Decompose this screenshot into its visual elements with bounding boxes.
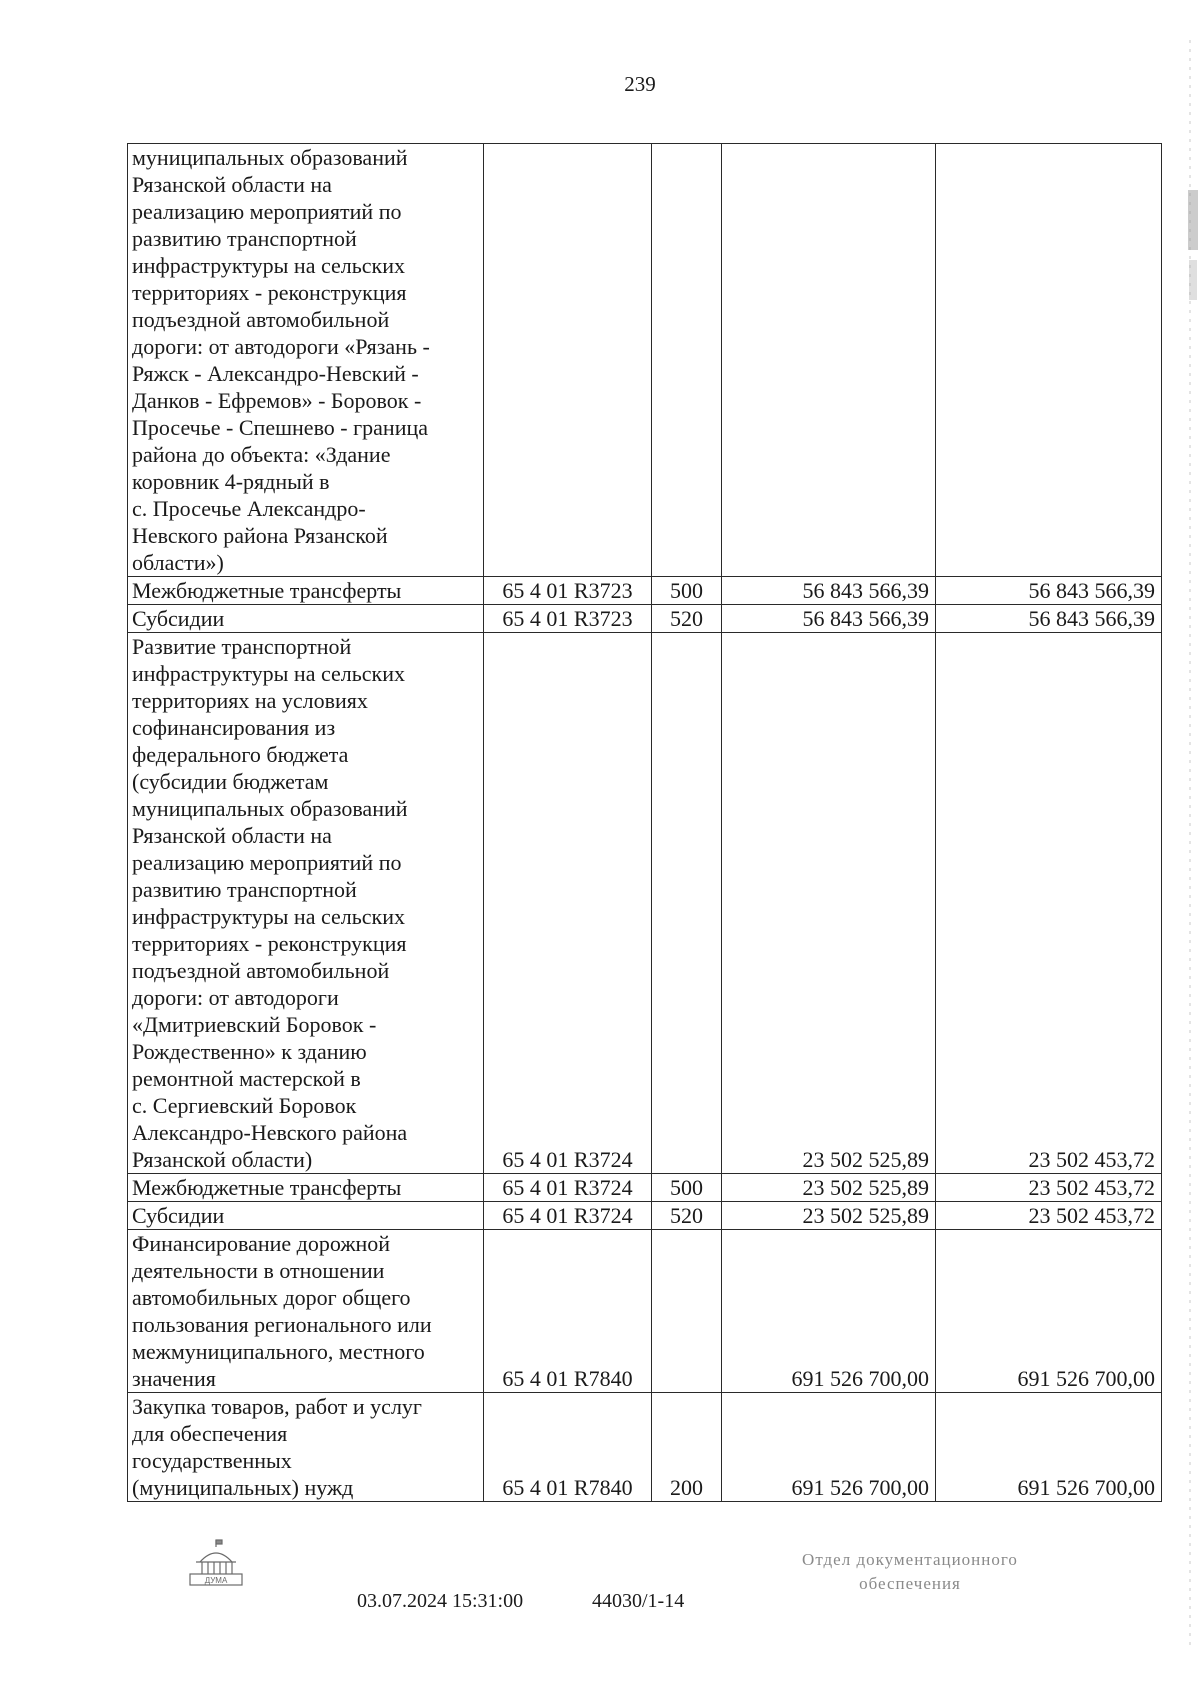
row-code: 65 4 01 R3724 <box>484 1202 652 1230</box>
row-code: 65 4 01 R3723 <box>484 605 652 633</box>
row-amount-2: 23 502 453,72 <box>936 633 1162 1174</box>
footer-date: 03.07.2024 15:31:00 <box>357 1590 524 1612</box>
row-description: муниципальных образований Рязанской области на реализацию мероприятий по развитию транспортной инфраструктуры на сельских территориях - реконструкция подъездной автомобильной дороги: от автодороги «Рязань - Ряжск - Александро-Невский - Данков - Ефремов» - Боровок - Просечье - Спешнево - граница района до объекта: «Здание коровник 4-рядный в с. Просечье Александро- Невского района Рязанской области») <box>128 144 484 577</box>
row-description: Субсидии <box>128 1202 484 1230</box>
row-amount-1: 56 843 566,39 <box>722 605 936 633</box>
row-code: 65 4 01 R7840 <box>484 1230 652 1393</box>
table-row <box>128 1393 1162 1502</box>
row-expense-type <box>652 1230 722 1393</box>
table-row <box>128 605 1162 633</box>
table-row <box>128 144 1162 577</box>
duma-building-logo-icon <box>186 1538 246 1588</box>
stamp-line-1: Отдел документационного <box>802 1550 1018 1569</box>
stamp-line-2: обеспечения <box>859 1574 961 1593</box>
row-amount-2: 56 843 566,39 <box>936 605 1162 633</box>
row-amount-1: 23 502 525,89 <box>722 1202 936 1230</box>
row-amount-2: 23 502 453,72 <box>936 1202 1162 1230</box>
row-amount-2: 56 843 566,39 <box>936 577 1162 605</box>
row-amount-1 <box>722 144 936 577</box>
table-row <box>128 577 1162 605</box>
row-amount-1: 23 502 525,89 <box>722 633 936 1174</box>
row-amount-2: 691 526 700,00 <box>936 1230 1162 1393</box>
row-expense-type <box>652 144 722 577</box>
row-amount-1: 691 526 700,00 <box>722 1393 936 1502</box>
row-code: 65 4 01 R3724 <box>484 633 652 1174</box>
row-expense-type: 500 <box>652 577 722 605</box>
footer-doc-number: 44030/1-14 <box>592 1590 685 1612</box>
row-description: Субсидии <box>128 605 484 633</box>
scan-edge-artifact <box>1186 0 1200 1695</box>
row-code <box>484 144 652 577</box>
row-amount-1: 23 502 525,89 <box>722 1174 936 1202</box>
row-description: Межбюджетные трансферты <box>128 1174 484 1202</box>
row-description: Межбюджетные трансферты <box>128 577 484 605</box>
budget-table <box>127 143 1162 1502</box>
row-code: 65 4 01 R7840 <box>484 1393 652 1502</box>
row-expense-type: 200 <box>652 1393 722 1502</box>
row-amount-2 <box>936 144 1162 577</box>
table-row <box>128 633 1162 1174</box>
table-row <box>128 1230 1162 1393</box>
row-code: 65 4 01 R3724 <box>484 1174 652 1202</box>
row-code: 65 4 01 R3723 <box>484 577 652 605</box>
page-number: 239 <box>624 72 656 96</box>
table-row <box>128 1174 1162 1202</box>
table-row <box>128 1202 1162 1230</box>
row-amount-1: 691 526 700,00 <box>722 1230 936 1393</box>
row-description: Закупка товаров, работ и услуг для обеспечения государственных (муниципальных) нужд <box>128 1393 484 1502</box>
department-stamp <box>770 1548 1050 1596</box>
row-amount-2: 23 502 453,72 <box>936 1174 1162 1202</box>
row-expense-type: 500 <box>652 1174 722 1202</box>
row-description: Финансирование дорожной деятельности в отношении автомобильных дорог общего пользования регионального или межмуниципального, местного значения <box>128 1230 484 1393</box>
logo-text: ДУМА <box>204 1576 228 1585</box>
row-amount-2: 691 526 700,00 <box>936 1393 1162 1502</box>
row-description: Развитие транспортной инфраструктуры на сельских территориях на условиях софинансирования из федерального бюджета (субсидии бюджетам муниципальных образований Рязанской области на реализацию мероприятий по развитию транспортной инфраструктуры на сельских территориях - реконструкция подъездной автомобильной дороги: от автодороги «Дмитриевский Боровок - Рождественно» к зданию ремонтной мастерской в с. Сергиевский Боровок Александро-Невского района Рязанской области) <box>128 633 484 1174</box>
row-expense-type: 520 <box>652 605 722 633</box>
row-expense-type: 520 <box>652 1202 722 1230</box>
row-amount-1: 56 843 566,39 <box>722 577 936 605</box>
row-expense-type <box>652 633 722 1174</box>
